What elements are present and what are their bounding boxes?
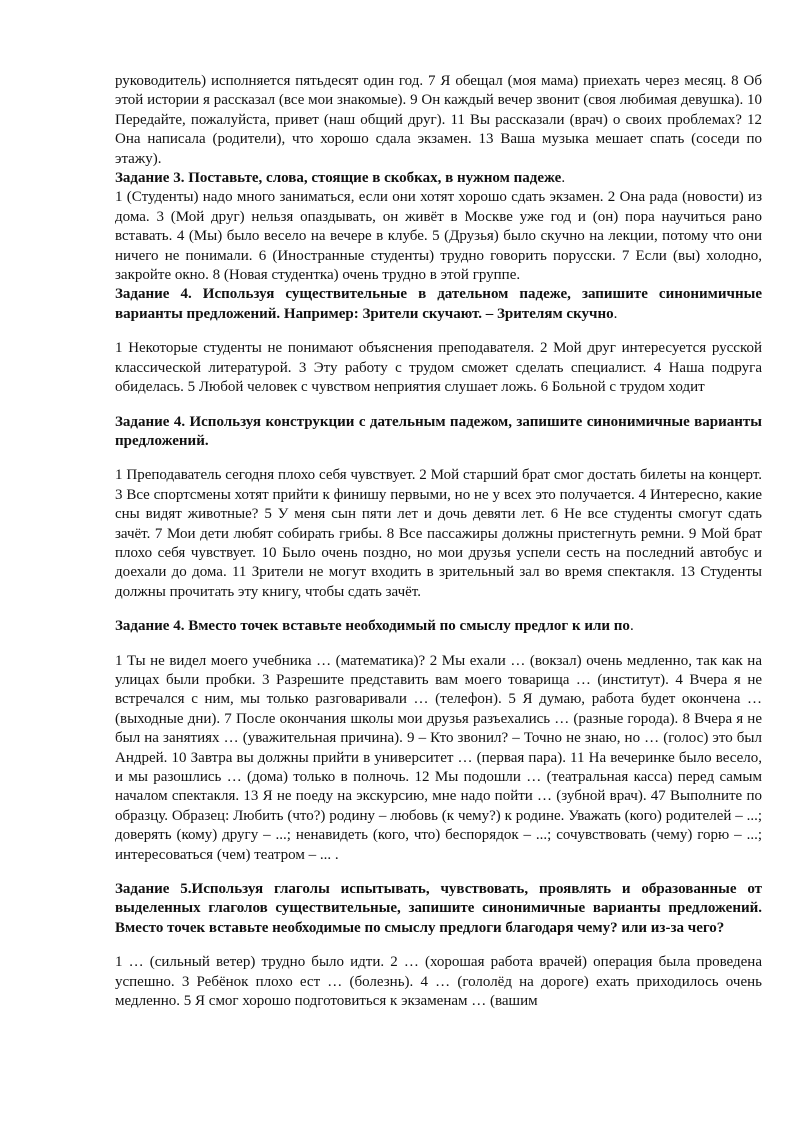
heading-task4a-bold: Задание 4. Используя существительные в дательном падеже, запишите синонимичные варианты предложений. Например: Зрители скучают. – Зрителям скучно xyxy=(115,286,762,322)
paragraph-task2-continuation: руководитель) исполняется пятьдесят один год. 7 Я обещал (моя мама) приехать через месяц. 8 Об этой истории я рассказал (все мои знакомые). 9 Он каждый вечер звонит (своя любимая девушка). 10 Передайте, пожалуйста, привет (наш общий друг). 11 Вы рассказали (врач) о своих проблемах? 12 Она написала (родители), что хорошо сдала экзамен. 13 Ваша музыка мешает спать (соседи по этажу). xyxy=(115,73,762,167)
heading-task3-bold: Задание 3. Поставьте, слова, стоящие в скобках, в нужном падеже xyxy=(115,170,562,187)
heading-task3-period: . xyxy=(561,170,566,187)
paragraph-task5: 1 … (сильный ветер) трудно было идти. 2 … (хорошая работа врачей) операция была проведена успешно. 3 Ребёнок плохо ест … (болезнь). 4 … (гололёд на дороге) ехать приходилось очень медленно. 5 Я смог хорошо подготовиться к экзаменам … (вашим xyxy=(115,954,762,1010)
heading-task4c-bold: Задание 4. Вместо точек вставьте необходимый по смыслу предлог к или по xyxy=(115,618,630,635)
heading-task4-dative-nouns xyxy=(115,285,762,324)
paragraph-task4-dative-constructions: 1 Преподаватель сегодня плохо себя чувствует. 2 Мой старший брат смог достать билеты на концерт. 3 Все спортсмены хотят прийти к финишу первыми, но не у всех это получается. 4 Интересно, какие сны видят животные? 5 У меня сын пяти лет и дочь девяти лет. 6 Не все студенты смогут сдать зачёт. 7 Мои дети любят собирать грибы. 8 Все пассажиры должны пристегнуть ремни. 9 Мой брат плохо себя чувствует. 10 Было очень поздно, но мои друзья успели сесть на последний автобус и доехали до дома. 11 Зрители не могут входить в зрительный зал во время спектакля. 13 Студенты должны прочитать эту книгу, чтобы сдать зачёт. xyxy=(115,467,762,600)
paragraph-task4-prepositions: 1 Ты не видел моего учебника … (математика)? 2 Мы ехали … (вокзал) очень медленно, так как на улицах были пробки. 3 Разрешите представить вам моего товарища … (институт). 4 Вчера я не встречался с ним, мы только разговаривали … (телефон). 5 Я думаю, работа будет окончена … (выходные дни). 7 После окончания школы мои друзья разъехались … (разные города). 8 Вчера я не был на занятиях … (уважительная причина). 9 – Кто звонил? – Точно не знаю, но … (голос) это был Андрей. 10 Завтра вы должны прийти в университет … (первая пара). 11 На вечеринке было весело, и мы разошлись … (дома) только в полночь. 12 Мы подошли … (театральная касса) перед самым началом спектакля. 13 Я не поеду на экскурсию, мне надо пойти … (зубной врач). 47 Выполните по образцу. Образец: Любить (что?) родину – любовь (к чему?) к родине. Уважать (кого) родителей – ...; доверять (кому) другу – ...; ненавидеть (кого, что) беспорядок – ...; сочувствовать (чему) горю – ...; интересоваться (чем) театром – ... . xyxy=(115,652,762,863)
heading-task4c-period: . xyxy=(629,618,634,635)
heading-task4-prepositions xyxy=(115,617,762,636)
heading-task5: Задание 5.Используя глаголы испытывать, чувствовать, проявлять и образованные от выделенных глаголов существительные, запишите синонимичные варианты предложений. Вместо точек вставьте необходимые по смыслу предлоги благодаря чему? или из-за чего? xyxy=(115,881,762,936)
heading-task4-dative-constructions: Задание 4. Используя конструкции с дательным падежом, запишите синонимичные варианты предложений. xyxy=(115,413,762,449)
heading-task3 xyxy=(115,169,762,188)
heading-task4a-period: . xyxy=(613,305,618,322)
paragraph-task4-dative-nouns: 1 Некоторые студенты не понимают объяснения преподавателя. 2 Мой друг интересуется русской классической литературой. 3 Эту работу с трудом сможет сделать специалист. 4 Наша подруга обиделась. 5 Любой человек с чувством неприятия слушает ложь. 6 Больной с трудом ходит xyxy=(115,340,762,396)
paragraph-task3: 1 (Студенты) надо много заниматься, если они хотят хорошо сдать экзамен. 2 Она рада (новости) из дома. 3 (Мой друг) нельзя опаздывать, он живёт в Москве уже год и (он) пора научиться рано вставать. 4 (Мы) было весело на вечере в клубе. 5 (Друзья) было скучно на лекции, потому что они ничего не понимали. 6 (Иностранные студенты) трудно говорить порусски. 7 Если (вы) холодно, закройте окно. 8 (Новая студентка) очень трудно в этой группе. xyxy=(115,189,762,284)
